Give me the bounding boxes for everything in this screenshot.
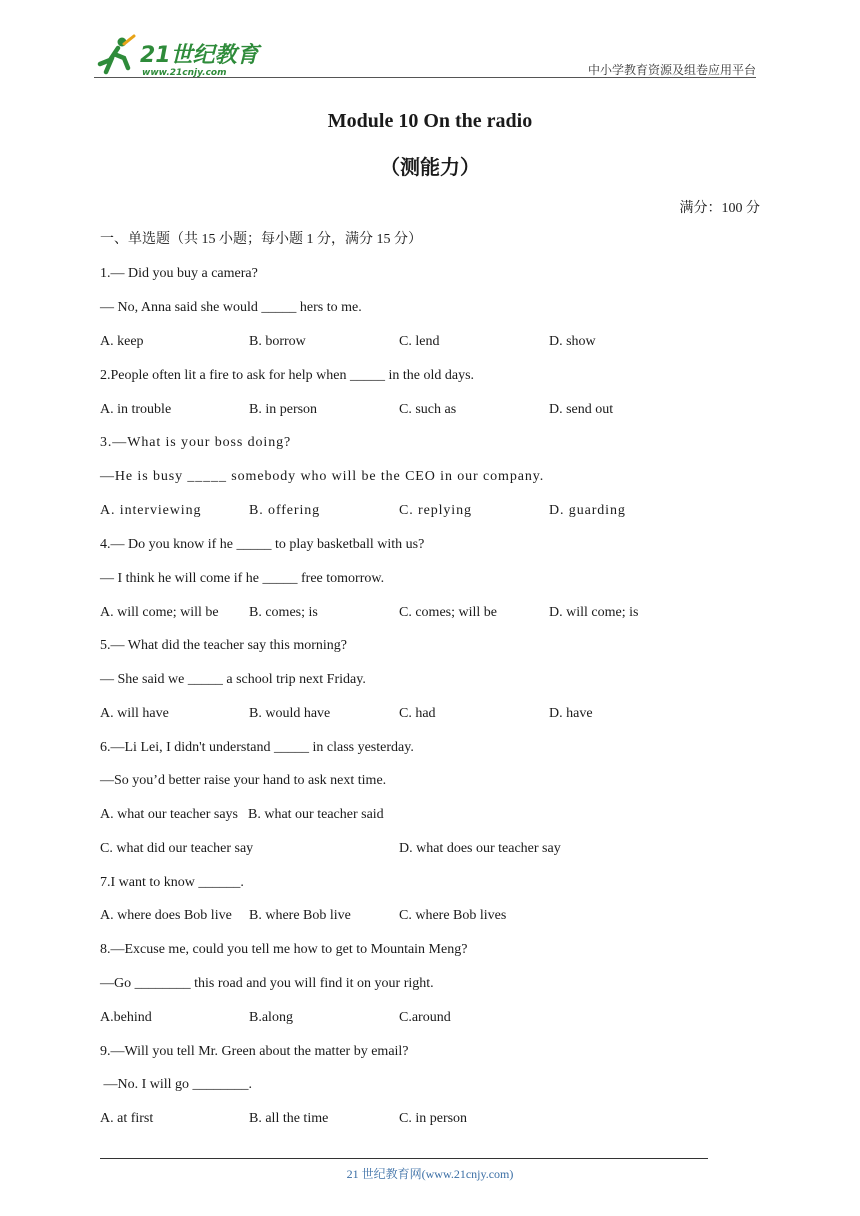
q3-option-b: B. offering [249,503,321,518]
q5-option-a: A. will have [100,706,169,721]
question-4-line: — I think he will come if he _____ free tomorrow. [100,571,385,586]
page-header [94,30,756,80]
q9-option-a: A. at first [100,1111,154,1126]
question-2-prompt: 2.People often lit a fire to ask for help when _____ in the old days. [100,368,475,383]
question-1-prompt: 1.— Did you buy a camera? [100,266,258,281]
question-4-prompt: 4.— Do you know if he _____ to play basketball with us? [100,537,425,552]
question-9-line: —No. I will go ________. [100,1077,253,1092]
q3-option-a: A. interviewing [100,503,202,518]
q3-option-c: C. replying [399,503,472,518]
q4-option-c: C. comes; will be [399,605,497,620]
q3-option-d: D. guarding [549,503,626,518]
page-footer: 21 世纪教育网(www.21cnjy.com) [346,1167,514,1181]
question-3-prompt: 3.—What is your boss doing? [100,435,292,450]
footer-divider [100,1158,708,1159]
q7-option-a: A. where does Bob live [100,908,232,923]
document-subtitle: （测能力） [380,155,480,179]
q6-option-a: A. what our teacher says [100,807,239,822]
question-6-line: —So you’d better raise your hand to ask next time. [100,773,387,788]
q7-option-b: B. where Bob live [249,908,351,923]
q6-option-d: D. what does our teacher say [399,841,561,856]
question-5-line: — She said we _____ a school trip next Friday. [100,672,366,687]
q8-option-b: B.along [249,1010,293,1025]
q9-option-c: C. in person [399,1111,468,1126]
q4-option-a: A. will come; will be [100,605,219,620]
question-9-prompt: 9.—Will you tell Mr. Green about the matter by email? [100,1044,409,1059]
question-3-line: —He is busy _____ somebody who will be the CEO in our company. [100,469,545,484]
q5-option-d: D. have [549,706,593,721]
svg-text:www.21cnjy.com: www.21cnjy.com [142,68,227,78]
q2-option-c: C. such as [399,402,457,417]
question-5-prompt: 5.— What did the teacher say this morning? [100,638,348,653]
total-score: 满分：100 分 [679,201,760,216]
q4-option-d: D. will come; is [549,605,639,620]
q4-option-b: B. comes; is [249,605,318,620]
q7-option-c: C. where Bob lives [399,908,507,923]
q1-option-b: B. borrow [249,334,306,349]
site-logo [94,34,264,78]
platform-name: 中小学教育资源及组卷应用平台 [587,63,756,77]
q6-option-c: C. what did our teacher say [100,841,254,856]
header-divider [94,77,756,78]
svg-text:21世纪教育: 21世纪教育 [140,43,259,68]
q8-option-c: C.around [399,1010,451,1025]
question-8-prompt: 8.—Excuse me, could you tell me how to get to Mountain Meng? [100,942,468,957]
question-1-line: — No, Anna said she would _____ hers to me. [100,300,362,315]
q1-option-a: A. keep [100,334,144,349]
q9-option-b: B. all the time [249,1111,329,1126]
q2-option-a: A. in trouble [100,402,172,417]
q6-option-b: B. what our teacher said [248,807,384,822]
q2-option-d: D. send out [549,402,614,417]
question-6-prompt: 6.—Li Lei, I didn't understand _____ in class yesterday. [100,740,414,755]
q5-option-c: C. had [399,706,436,721]
q1-option-d: D. show [549,334,596,349]
section-heading: 一、单选题（共 15 小题；每小题 1 分，满分 15 分） [100,232,422,247]
question-7-prompt: 7.I want to know ______. [100,875,244,890]
q5-option-b: B. would have [249,706,331,721]
question-8-line: —Go ________ this road and you will find it on your right. [100,976,434,991]
q8-option-a: A.behind [100,1010,152,1025]
q1-option-c: C. lend [399,334,440,349]
document-title: Module 10 On the radio [327,110,533,132]
q2-option-b: B. in person [249,402,318,417]
